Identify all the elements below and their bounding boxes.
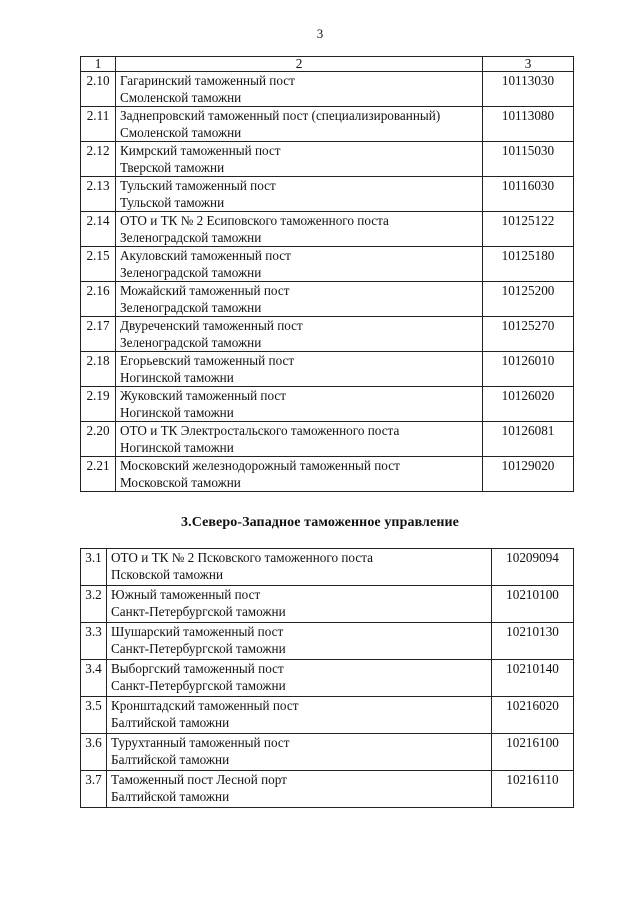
table-row [81, 387, 574, 422]
post-code: 10115030 [483, 142, 574, 177]
customs-posts-table-body [81, 72, 574, 492]
row-number: 2.17 [81, 317, 116, 352]
post-code: 10126081 [483, 422, 574, 457]
page-number: 3 [316, 26, 324, 41]
table-row [81, 586, 574, 623]
customs-office-name: Псковской таможни [111, 567, 224, 582]
row-number: 3.4 [81, 660, 107, 697]
row-number: 2.18 [81, 352, 116, 387]
row-number: 2.15 [81, 247, 116, 282]
post-code: 10113080 [483, 107, 574, 142]
column-header-3: 3 [483, 57, 574, 72]
post-name-cell [116, 422, 483, 457]
row-number: 2.16 [81, 282, 116, 317]
post-code: 10216110 [492, 771, 574, 808]
post-code: 10129020 [483, 457, 574, 492]
post-name: Кронштадский таможенный пост [111, 698, 299, 713]
row-number: 2.21 [81, 457, 116, 492]
post-name-cell [107, 734, 492, 771]
row-number: 2.11 [81, 107, 116, 142]
table-row [81, 282, 574, 317]
post-name: Московский железнодорожный таможенный пост [120, 458, 400, 473]
customs-office-name: Санкт-Петербургской таможни [111, 678, 286, 693]
northwest-customs-posts-table-body [81, 549, 574, 808]
post-code: 10126010 [483, 352, 574, 387]
northwest-customs-posts-table [80, 548, 574, 808]
customs-office-name: Балтийской таможни [111, 789, 230, 804]
row-number: 2.19 [81, 387, 116, 422]
table-row [81, 72, 574, 107]
table-header-row [81, 57, 574, 72]
post-name: Турухтанный таможенный пост [111, 735, 290, 750]
post-code: 10210130 [492, 623, 574, 660]
customs-office-name: Зеленоградской таможни [120, 265, 262, 280]
row-number: 2.13 [81, 177, 116, 212]
customs-posts-table [80, 56, 574, 492]
post-code: 10209094 [492, 549, 574, 586]
post-code: 10125200 [483, 282, 574, 317]
post-code: 10216020 [492, 697, 574, 734]
column-header-1: 1 [81, 57, 116, 72]
post-name-cell [116, 352, 483, 387]
row-number: 3.3 [81, 623, 107, 660]
customs-office-name: Зеленоградской таможни [120, 300, 262, 315]
table-row [81, 697, 574, 734]
table-row [81, 212, 574, 247]
row-number: 3.6 [81, 734, 107, 771]
post-name: ОТО и ТК № 2 Псковского таможенного поста [111, 550, 373, 565]
table-row [81, 771, 574, 808]
post-name: Кимрский таможенный пост [120, 143, 281, 158]
post-name-cell [107, 660, 492, 697]
post-name-cell [116, 387, 483, 422]
post-name: Тульский таможенный пост [120, 178, 276, 193]
row-number: 2.20 [81, 422, 116, 457]
post-name-cell [116, 72, 483, 107]
customs-office-name: Зеленоградской таможни [120, 335, 262, 350]
post-code: 10210140 [492, 660, 574, 697]
row-number: 2.10 [81, 72, 116, 107]
row-number: 3.2 [81, 586, 107, 623]
table-row [81, 549, 574, 586]
customs-office-name: Ногинской таможни [120, 370, 234, 385]
post-name-cell [107, 623, 492, 660]
column-header-2: 2 [116, 57, 483, 72]
post-name-cell [116, 247, 483, 282]
customs-office-name: Ногинской таможни [120, 405, 234, 420]
customs-office-name: Смоленской таможни [120, 90, 242, 105]
post-name-cell [116, 177, 483, 212]
customs-office-name: Балтийской таможни [111, 752, 230, 767]
table-row [81, 247, 574, 282]
post-name: Егорьевский таможенный пост [120, 353, 295, 368]
table-row [81, 660, 574, 697]
post-name: Акуловский таможенный пост [120, 248, 291, 263]
post-code: 10125180 [483, 247, 574, 282]
customs-office-name: Смоленской таможни [120, 125, 242, 140]
post-name-cell [116, 317, 483, 352]
table-row [81, 352, 574, 387]
post-name: Двуреченский таможенный пост [120, 318, 303, 333]
table-row [81, 457, 574, 492]
customs-office-name: Тверской таможни [120, 160, 225, 175]
post-name-cell [107, 697, 492, 734]
post-name-cell [107, 549, 492, 586]
table-row [81, 107, 574, 142]
post-name: Шушарский таможенный пост [111, 624, 284, 639]
post-name: Гагаринский таможенный пост [120, 73, 295, 88]
post-code: 10125270 [483, 317, 574, 352]
customs-office-name: Ногинской таможни [120, 440, 234, 455]
row-number: 2.12 [81, 142, 116, 177]
post-name-cell [116, 142, 483, 177]
post-name: ОТО и ТК Электростальского таможенного поста [120, 423, 400, 438]
table-row [81, 317, 574, 352]
table-row [81, 623, 574, 660]
customs-office-name: Балтийской таможни [111, 715, 230, 730]
table-row [81, 422, 574, 457]
post-name: Заднепровский таможенный пост (специализированный) [120, 108, 441, 123]
post-code: 10125122 [483, 212, 574, 247]
section-heading: 3.Северо-Западное таможенное управление [181, 515, 459, 530]
post-name: Жуковский таможенный пост [120, 388, 287, 403]
post-code: 10116030 [483, 177, 574, 212]
customs-office-name: Московской таможни [120, 475, 241, 490]
table-row [81, 177, 574, 212]
post-code: 10210100 [492, 586, 574, 623]
post-code: 10126020 [483, 387, 574, 422]
post-name: Выборгский таможенный пост [111, 661, 284, 676]
customs-office-name: Зеленоградской таможни [120, 230, 262, 245]
customs-office-name: Тульской таможни [120, 195, 225, 210]
row-number: 3.7 [81, 771, 107, 808]
post-name: Таможенный пост Лесной порт [111, 772, 287, 787]
row-number: 3.1 [81, 549, 107, 586]
post-name-cell [116, 107, 483, 142]
post-name: Можайский таможенный пост [120, 283, 290, 298]
customs-office-name: Санкт-Петербургской таможни [111, 604, 286, 619]
post-name-cell [116, 212, 483, 247]
post-code: 10216100 [492, 734, 574, 771]
customs-office-name: Санкт-Петербургской таможни [111, 641, 286, 656]
post-name-cell [116, 457, 483, 492]
post-name: ОТО и ТК № 2 Есиповского таможенного поста [120, 213, 389, 228]
post-name-cell [107, 771, 492, 808]
post-code: 10113030 [483, 72, 574, 107]
post-name: Южный таможенный пост [111, 587, 261, 602]
table-row [81, 142, 574, 177]
row-number: 2.14 [81, 212, 116, 247]
post-name-cell [107, 586, 492, 623]
post-name-cell [116, 282, 483, 317]
table-row [81, 734, 574, 771]
row-number: 3.5 [81, 697, 107, 734]
